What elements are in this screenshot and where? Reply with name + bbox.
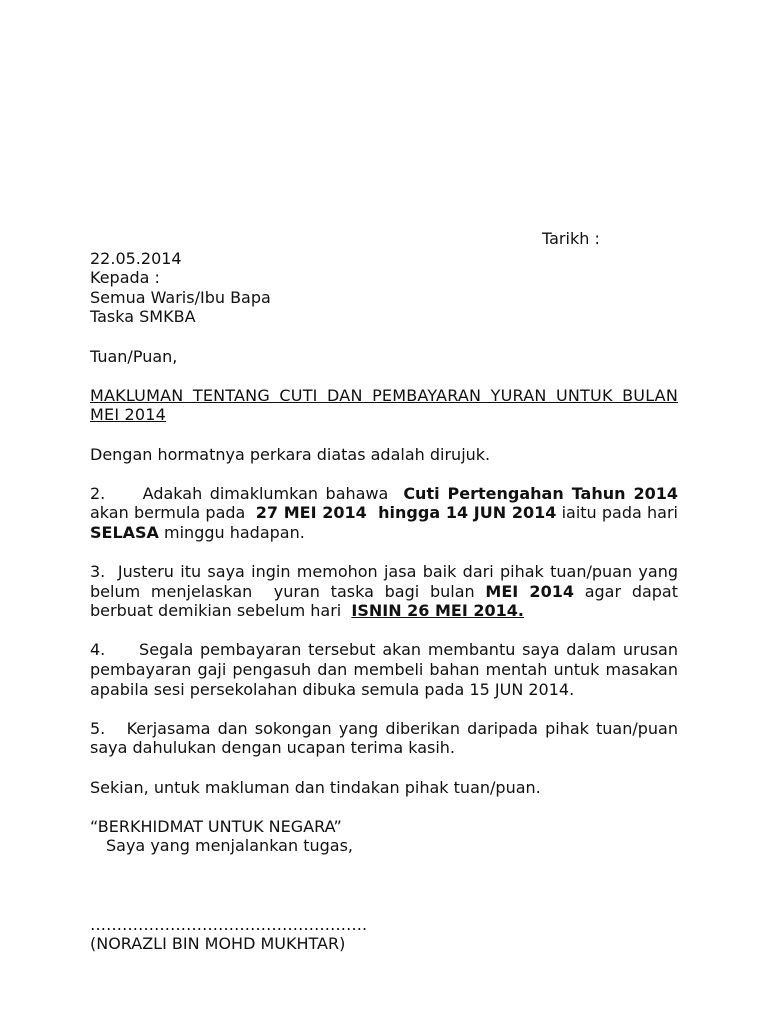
spacer <box>90 895 678 915</box>
paragraph-2-text-3: iaitu pada hari <box>556 503 689 523</box>
recipient-line-1: Semua Waris/Ibu Bapa <box>90 287 271 307</box>
letter-body <box>90 229 689 954</box>
signature-line: ……………………………………………. <box>90 914 368 934</box>
spacer <box>90 699 678 719</box>
paragraph-2 <box>90 483 689 543</box>
paragraph-3 <box>90 562 684 621</box>
opening-sentence: Dengan hormatnya perkara diatas adalah dirujuk. <box>90 444 491 464</box>
to-label: Kepada : <box>90 268 160 288</box>
spacer <box>90 425 678 445</box>
date-label: Tarikh : <box>542 229 600 248</box>
letter-subject: MAKLUMAN TENTANG CUTI DAN PEMBAYARAN YURAN UNTUK BULAN MEI 2014 <box>90 385 678 425</box>
spacer <box>90 797 678 817</box>
spacer <box>90 543 678 563</box>
closing-sentence: Sekian, untuk makluman dan tindakan pihak tuan/puan. <box>90 777 541 797</box>
paragraph-2-bold-3: SELASA <box>90 522 159 542</box>
duty-line: Saya yang menjalankan tugas, <box>106 836 353 856</box>
spacer <box>90 621 678 641</box>
spacer <box>90 327 678 347</box>
spacer <box>90 464 678 484</box>
signatory-name: (NORAZLI BIN MOHD MUKHTAR) <box>90 934 346 954</box>
motto: “BERKHIDMAT UNTUK NEGARA” <box>90 816 342 836</box>
recipient-line-2: Taska SMKBA <box>90 307 196 327</box>
date-label-line <box>90 229 678 249</box>
paragraph-4: 4. Segala pembayaran tersebut akan membantu saya dalam urusan pembayaran gaji pengasuh dan membeli bahan mentah untuk masakan apabila sesi persekolahan dibuka semula pada 15 JUN 2014. <box>90 640 684 699</box>
spacer <box>90 876 678 896</box>
paragraph-2-bold-1: Cuti Pertengahan Tahun 2014 <box>403 483 679 503</box>
spacer <box>90 856 678 876</box>
paragraph-2-text-1: 2. Adakah dimaklumkan bahawa <box>90 483 404 503</box>
date-value: 22.05.2014 <box>90 248 182 268</box>
spacer <box>90 758 678 778</box>
spacer <box>90 366 678 386</box>
paragraph-3-bold-1: MEI 2014 <box>485 581 574 601</box>
paragraph-3-bold-2: ISNIN 26 MEI 2014. <box>351 601 524 621</box>
paragraph-2-text-2: akan bermula pada <box>90 483 684 523</box>
paragraph-3-text-1: 3. Justeru itu saya ingin memohon jasa baik dari pihak tuan/puan yang belum menjelaskan yuran taska bagi bulan <box>90 562 684 601</box>
paragraph-2-text-4: minggu hadapan. <box>158 522 305 542</box>
paragraph-5: 5. Kerjasama dan sokongan yang diberikan daripada pihak tuan/puan saya dahulukan dengan ucapan terima kasih. <box>90 718 684 758</box>
paragraph-2-bold-2: 27 MEI 2014 hingga 14 JUN 2014 <box>255 503 557 523</box>
salutation: Tuan/Puan, <box>90 346 178 366</box>
paragraph-3-text-2: agar dapat berbuat demikian sebelum hari <box>90 581 684 621</box>
